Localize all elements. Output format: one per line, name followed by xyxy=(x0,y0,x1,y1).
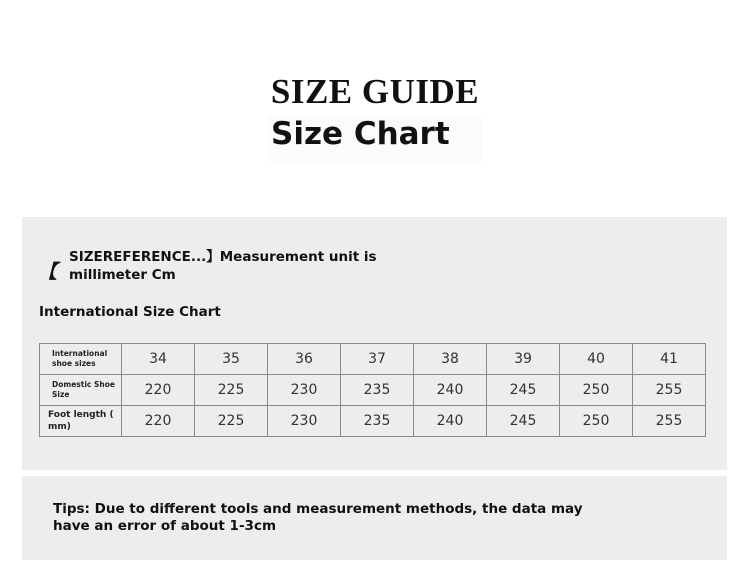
size-table xyxy=(39,343,706,437)
table-row xyxy=(40,375,706,406)
table-cell: 250 xyxy=(560,406,633,437)
table-cell: 36 xyxy=(268,344,341,375)
table-cell: 41 xyxy=(633,344,706,375)
table-cell: 240 xyxy=(414,406,487,437)
tips-panel xyxy=(22,476,727,560)
table-cell: 40 xyxy=(560,344,633,375)
table-cell: 255 xyxy=(633,406,706,437)
table-cell: 250 xyxy=(560,375,633,406)
subtitle-box xyxy=(268,116,482,162)
table-cell: 38 xyxy=(414,344,487,375)
table-cell: 220 xyxy=(122,406,195,437)
table-cell: 220 xyxy=(122,375,195,406)
table-cell: 39 xyxy=(487,344,560,375)
table-cell: 235 xyxy=(341,406,414,437)
page-subtitle: Size Chart xyxy=(271,116,450,152)
table-cell: 255 xyxy=(633,375,706,406)
size-chart-panel xyxy=(22,217,727,470)
section-title: International Size Chart xyxy=(39,304,221,320)
reference-note: SIZEREFERENCE...】Measurement unit is millimeter Cm xyxy=(69,249,377,283)
table-cell: 225 xyxy=(195,375,268,406)
table-cell: 245 xyxy=(487,406,560,437)
page-title: SIZE GUIDE xyxy=(270,72,480,111)
row-label: Domestic Shoe Size xyxy=(40,375,122,406)
table-cell: 245 xyxy=(487,375,560,406)
row-label: Foot length ( mm) xyxy=(40,406,122,437)
table-cell: 230 xyxy=(268,406,341,437)
table-cell: 230 xyxy=(268,375,341,406)
table-cell: 225 xyxy=(195,406,268,437)
table-cell: 240 xyxy=(414,375,487,406)
tips-text: Tips: Due to different tools and measurement methods, the data may have an error of about 1-3cm xyxy=(53,501,583,534)
row-label: International shoe sizes xyxy=(40,344,122,375)
table-cell: 235 xyxy=(341,375,414,406)
table-cell: 35 xyxy=(195,344,268,375)
table-row xyxy=(40,406,706,437)
table-cell: 34 xyxy=(122,344,195,375)
table-row xyxy=(40,344,706,375)
table-cell: 37 xyxy=(341,344,414,375)
reference-bracket: 【 xyxy=(38,261,58,283)
